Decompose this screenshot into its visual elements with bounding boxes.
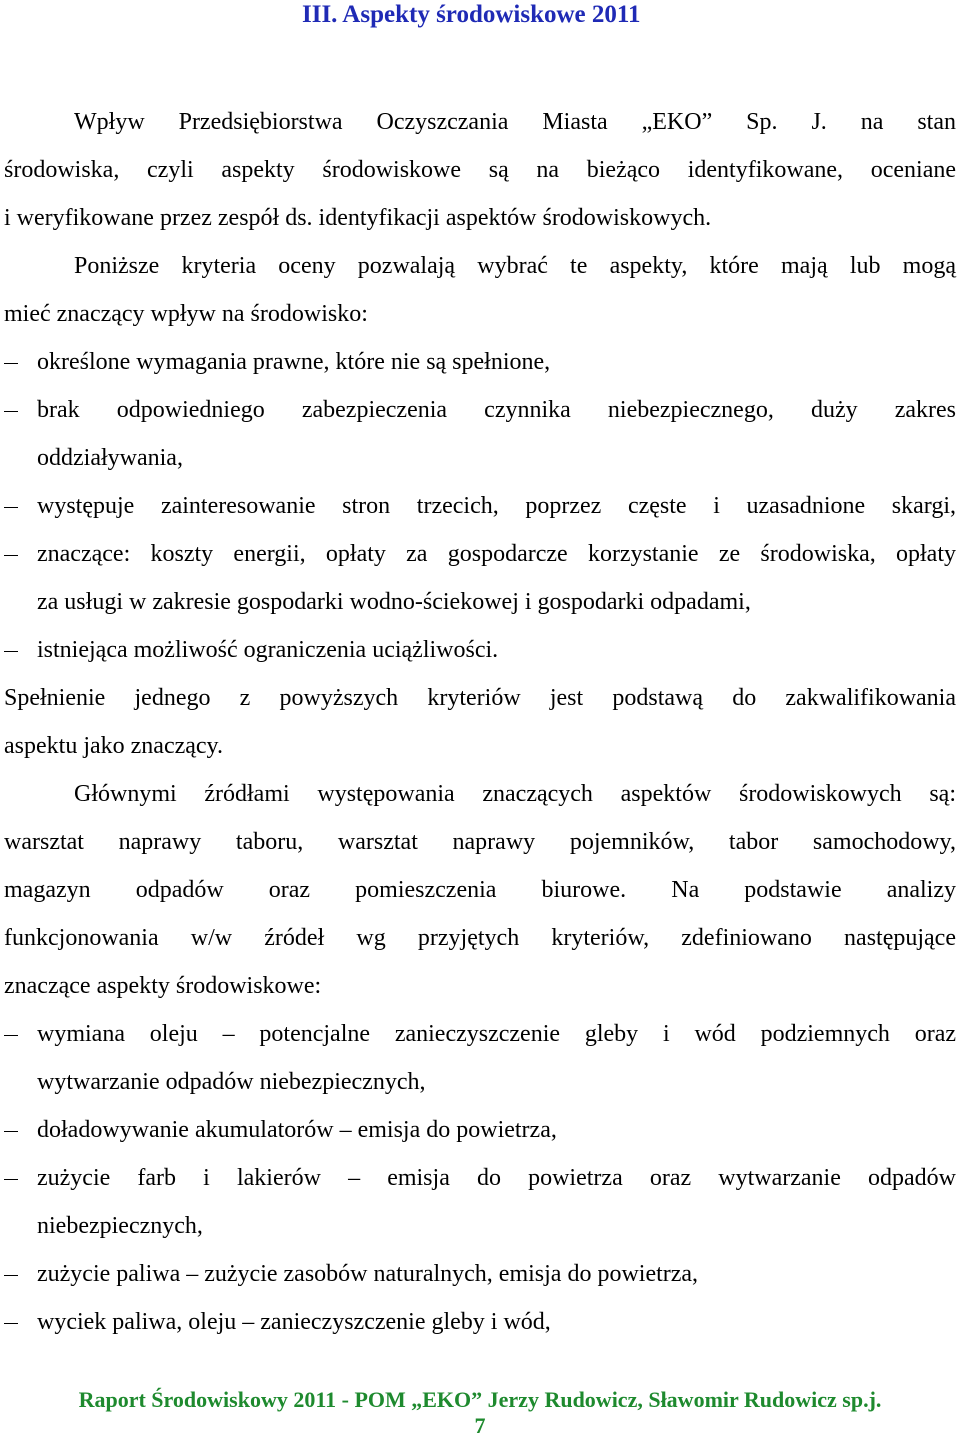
list-item-text: oddziaływania,	[37, 445, 183, 471]
paragraph-1-line-2: środowiska, czyli aspekty środowiskowe są na bieżąco identyfikowane, oceniane	[4, 157, 956, 183]
list-item-text: za usługi w zakresie gospodarki wodno-ściekowej i gospodarki odpadami,	[37, 589, 751, 615]
paragraph-1-line-1: Wpływ Przedsiębiorstwa Oczyszczania Miasta „EKO” Sp. J. na stan	[74, 109, 956, 135]
paragraph-1-line-3: i weryfikowane przez zespół ds. identyfikacji aspektów środowiskowych.	[4, 205, 712, 231]
section-heading: III. Aspekty środowiskowe 2011	[302, 1, 641, 28]
list-item-text: określone wymagania prawne, które nie są spełnione,	[37, 349, 551, 375]
paragraph-3-line-1: Spełnienie jednego z powyższych kryteriów jest podstawą do zakwalifikowania	[4, 685, 956, 711]
list-item-text: wyciek paliwa, oleju – zanieczyszczenie gleby i wód,	[37, 1309, 551, 1335]
list-item-text: zużycie paliwa – zużycie zasobów naturalnych, emisja do powietrza,	[37, 1261, 699, 1287]
footer-text: Raport Środowiskowy 2011 - POM „EKO” Jerzy Rudowicz, Sławomir Rudowicz sp.j.	[78, 1387, 882, 1412]
page-number: 7	[474, 1413, 486, 1438]
list-item-text: wytwarzanie odpadów niebezpiecznych,	[37, 1069, 426, 1095]
list-item-text: istniejąca możliwość ograniczenia uciążliwości.	[37, 637, 499, 663]
paragraph-2-line-2: mieć znaczący wpływ na środowisko:	[4, 301, 368, 327]
paragraph-4-line-2: warsztat naprawy taboru, warsztat naprawy pojemników, tabor samochodowy,	[4, 829, 956, 855]
list-item-text: zużycie farb i lakierów – emisja do powietrza oraz wytwarzanie odpadów	[37, 1165, 956, 1191]
list-item-text: doładowywanie akumulatorów – emisja do powietrza,	[37, 1117, 557, 1143]
paragraph-4-line-5: znaczące aspekty środowiskowe:	[4, 973, 322, 999]
paragraph-3-line-2: aspektu jako znaczący.	[4, 733, 223, 759]
paragraph-4-line-4: funkcjonowania w/w źródeł wg przyjętych kryteriów, zdefiniowano następujące	[4, 925, 956, 951]
paragraph-2-line-1: Poniższe kryteria oceny pozwalają wybrać te aspekty, które mają lub mogą	[74, 253, 956, 279]
list-item-text: występuje zainteresowanie stron trzecich, poprzez częste i uzasadnione skargi,	[37, 493, 956, 519]
paragraph-4-line-1: Głównymi źródłami występowania znaczących aspektów środowiskowych są:	[74, 781, 956, 807]
paragraph-4-line-3: magazyn odpadów oraz pomieszczenia biurowe. Na podstawie analizy	[4, 877, 956, 903]
list-item-text: znaczące: koszty energii, opłaty za gospodarcze korzystanie ze środowiska, opłaty	[37, 541, 956, 567]
list-item-text: brak odpowiedniego zabezpieczenia czynnika niebezpiecznego, duży zakres	[37, 397, 956, 423]
list-item-text: niebezpiecznych,	[37, 1213, 203, 1239]
list-item-text: wymiana oleju – potencjalne zanieczyszczenie gleby i wód podziemnych oraz	[37, 1021, 956, 1047]
